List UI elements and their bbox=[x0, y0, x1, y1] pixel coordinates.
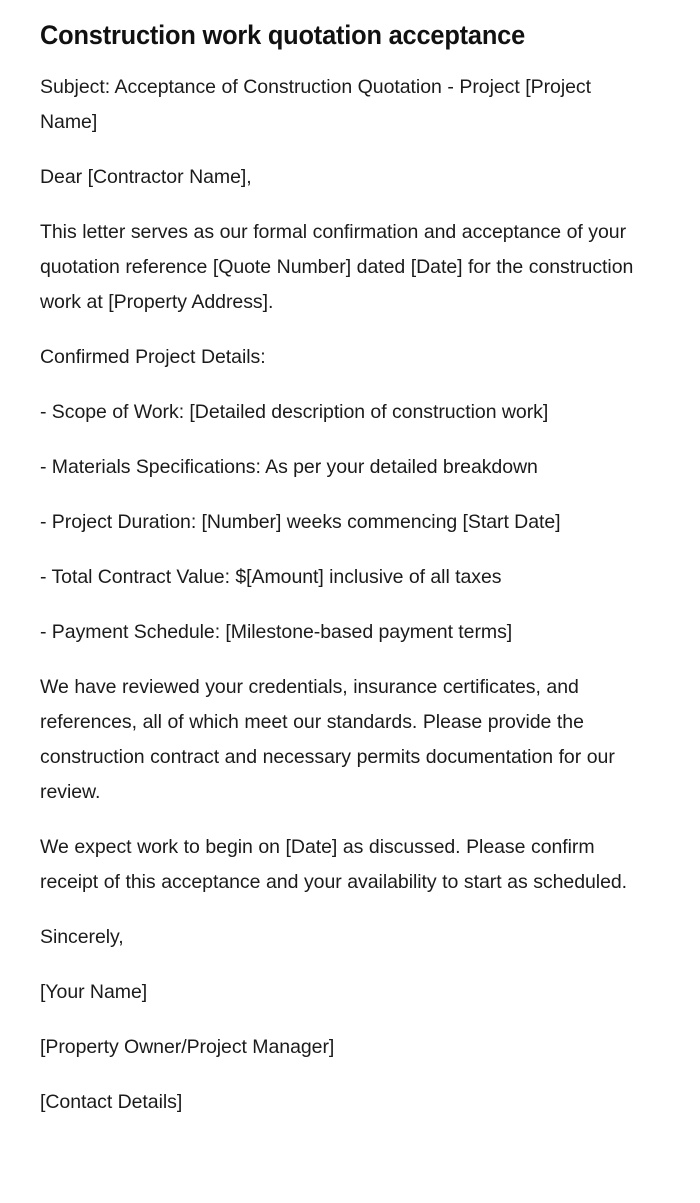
page-title: Construction work quotation acceptance bbox=[40, 20, 526, 50]
list-item: - Project Duration: [Number] weeks commencing [Start Date] bbox=[40, 511, 561, 533]
signature-name: [Your Name] bbox=[40, 981, 148, 1003]
review-paragraph: We have reviewed your credentials, insurance certificates, and references, all of which meet our standards. Please provide the construction contract and necessary permits documentation for our review. bbox=[40, 676, 615, 803]
signature-role: [Property Owner/Project Manager] bbox=[40, 1036, 335, 1058]
list-item: - Materials Specifications: As per your detailed breakdown bbox=[40, 456, 538, 478]
list-item: - Scope of Work: [Detailed description of construction work] bbox=[40, 401, 549, 423]
expectation-paragraph: We expect work to begin on [Date] as discussed. Please confirm receipt of this acceptance and your availability to start as scheduled. bbox=[40, 836, 628, 893]
list-item: - Payment Schedule: [Milestone-based payment terms] bbox=[40, 621, 513, 643]
salutation: Dear [Contractor Name], bbox=[40, 166, 252, 188]
subject-line: Subject: Acceptance of Construction Quotation - Project [Project Name] bbox=[40, 76, 591, 133]
intro-paragraph: This letter serves as our formal confirmation and acceptance of your quotation reference [Quote Number] dated [Date] for the construction work at [Property Address]. bbox=[40, 221, 634, 313]
signature-contact: [Contact Details] bbox=[40, 1091, 183, 1113]
details-heading: Confirmed Project Details: bbox=[40, 346, 266, 368]
closing-salutation: Sincerely, bbox=[40, 926, 124, 948]
list-item: - Total Contract Value: $[Amount] inclusive of all taxes bbox=[40, 566, 502, 588]
